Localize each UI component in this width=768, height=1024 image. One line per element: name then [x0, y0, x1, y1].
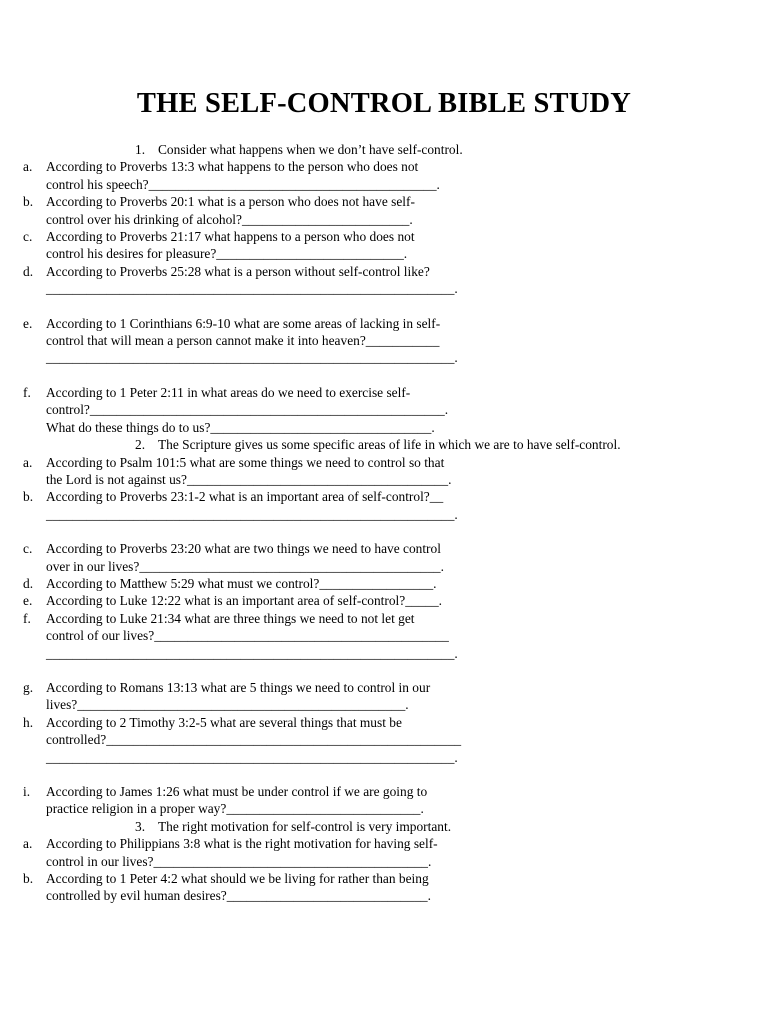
- sub-question-letter: b.: [23, 194, 34, 210]
- question-section: [0, 141, 768, 158]
- sub-question: [0, 835, 768, 870]
- question-text: According to Luke 21:34 what are three things we need to not let get: [46, 610, 415, 626]
- answer-line: _____________________________________________________________.: [46, 281, 458, 297]
- sub-question: [0, 315, 768, 367]
- question-section: [0, 818, 768, 835]
- question-text: According to 1 Peter 2:11 in what areas do we need to exercise self-: [46, 384, 411, 400]
- question-text: According to 2 Timothy 3:2-5 what are several things that must be: [46, 714, 402, 730]
- answer-line: _____________________________________________________________.: [46, 506, 458, 522]
- sub-question-letter: a.: [23, 159, 33, 175]
- sub-question-letter: c.: [23, 541, 33, 557]
- answer-line: control over his drinking of alcohol?_________________________.: [46, 211, 413, 227]
- answer-line: lives?_________________________________________________.: [46, 697, 409, 713]
- sub-question: [0, 540, 768, 575]
- answer-line: control that will mean a person cannot make it into heaven?___________: [46, 333, 440, 349]
- sub-question-letter: f.: [23, 384, 31, 400]
- sub-question: [0, 454, 768, 489]
- sub-question: [0, 384, 768, 436]
- sub-question: [0, 592, 768, 609]
- section-number: 3.: [135, 818, 146, 834]
- question-text: According to Proverbs 13:3 what happens to the person who does not: [46, 159, 419, 175]
- question-text: According to Romans 13:13 what are 5 things we need to control in our: [46, 679, 431, 695]
- question-text: According to Philippians 3:8 what is the right motivation for having self-: [46, 836, 438, 852]
- question-text: According to Proverbs 23:20 what are two things we need to have control: [46, 541, 441, 557]
- answer-line: _____________________________________________________________.: [46, 645, 458, 661]
- question-list: [0, 141, 768, 905]
- question-text: According to Matthew 5:29 what must we control?_________________.: [46, 575, 437, 591]
- sub-question-letter: h.: [23, 714, 34, 730]
- sub-question: [0, 610, 768, 662]
- answer-line: control his desires for pleasure?____________________________.: [46, 246, 408, 262]
- answer-line: over in our lives?_____________________________________________.: [46, 558, 444, 574]
- question-text: According to 1 Peter 4:2 what should we be living for rather than being: [46, 871, 429, 887]
- sub-question-letter: d.: [23, 575, 34, 591]
- sub-question-letter: e.: [23, 315, 33, 331]
- sub-question-letter: a.: [23, 454, 33, 470]
- answer-line: _____________________________________________________________.: [46, 749, 458, 765]
- sub-question-letter: f.: [23, 610, 31, 626]
- sub-question: [0, 488, 768, 523]
- sub-question: [0, 714, 768, 766]
- section-heading: Consider what happens when we don’t have self-control.: [158, 142, 463, 157]
- answer-line: control his speech?___________________________________________.: [46, 176, 440, 192]
- sub-question-letter: d.: [23, 263, 34, 279]
- sub-question: [0, 263, 768, 298]
- answer-line: the Lord is not against us?_______________________________________.: [46, 471, 452, 487]
- question-text: According to Proverbs 23:1-2 what is an important area of self-control?__: [46, 489, 444, 505]
- answer-line: controlled by evil human desires?______________________________.: [46, 888, 431, 904]
- sub-question-letter: b.: [23, 871, 34, 887]
- sub-question-letter: g.: [23, 679, 34, 695]
- sub-question: [0, 575, 768, 592]
- answer-line: controlled?_____________________________________________________: [46, 732, 462, 748]
- sub-question-letter: a.: [23, 836, 33, 852]
- answer-line: control of our lives?____________________________________________: [46, 628, 449, 644]
- sub-question-letter: b.: [23, 489, 34, 505]
- sub-question-letter: e.: [23, 593, 33, 609]
- page-title: THE SELF-CONTROL BIBLE STUDY: [136, 88, 632, 119]
- sub-question: [0, 228, 768, 263]
- sub-question: [0, 158, 768, 193]
- section-number: 2.: [135, 437, 146, 453]
- sub-question-letter: i.: [23, 784, 31, 799]
- section-heading: The Scripture gives us some specific areas of life in which we are to have self-control.: [158, 437, 621, 453]
- answer-line: What do these things do to us?_________________________________.: [46, 419, 435, 435]
- question-text: According to Proverbs 21:17 what happens to a person who does not: [46, 229, 415, 245]
- question-text: According to James 1:26 what must be under control if we are going to: [46, 784, 428, 799]
- sub-question: [0, 193, 768, 228]
- sub-question: [0, 783, 768, 818]
- question-text: According to Proverbs 20:1 what is a person who does not have self-: [46, 194, 415, 210]
- sub-question-letter: c.: [23, 229, 33, 245]
- section-number: 1.: [135, 142, 146, 157]
- question-text: According to Psalm 101:5 what are some things we need to control so that: [46, 454, 445, 470]
- question-section: [0, 436, 768, 453]
- sub-question: [0, 870, 768, 905]
- answer-line: _____________________________________________________________.: [46, 350, 458, 366]
- question-text: According to 1 Corinthians 6:9-10 what are some areas of lacking in self-: [46, 315, 441, 331]
- question-text: According to Luke 12:22 what is an important area of self-control?_____.: [46, 593, 443, 609]
- section-heading: The right motivation for self-control is very important.: [158, 818, 452, 834]
- question-text: According to Proverbs 25:28 what is a person without self-control like?: [46, 263, 430, 279]
- answer-line: control?_____________________________________________________.: [46, 402, 449, 418]
- answer-line: control in our lives?_________________________________________.: [46, 853, 432, 869]
- sub-question: [0, 679, 768, 714]
- answer-line: practice religion in a proper way?_____________________________.: [46, 801, 424, 817]
